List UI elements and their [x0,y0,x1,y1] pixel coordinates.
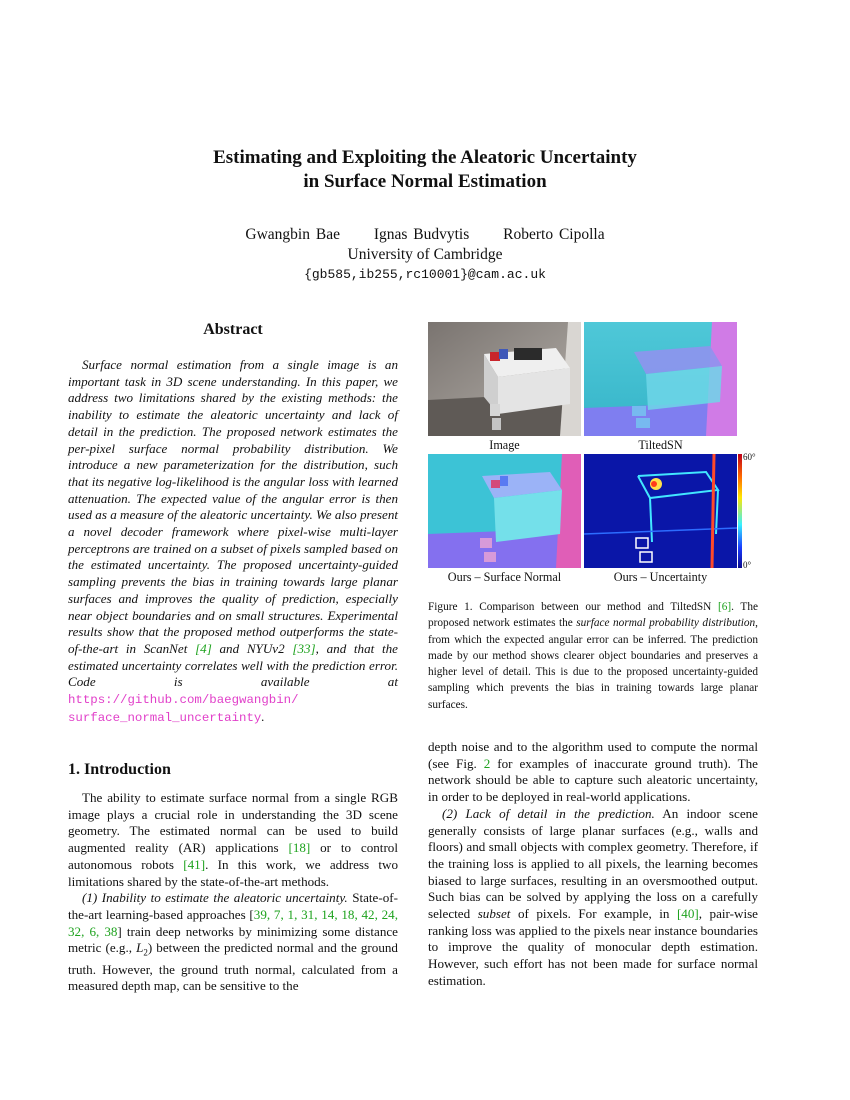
intro-text: ) between the predicted normal and the ground truth. However, the ground truth normal, calculated from a measured depth map, can be sensitive to the [68,940,398,994]
introduction-body [68,790,398,995]
abstract-text: and NYUv2 [219,640,285,656]
code-url-link[interactable]: surface_normal_uncertainty [68,710,262,725]
room-photo [428,322,581,436]
body-text: for examples of inaccurate ground truth). The network should be able to capture such aleatoric uncertainty, in order to be deployed in real-world applications. [428,755,758,805]
affiliation: University of Cambridge [347,246,503,263]
author-name: Ignas Budvytis [373,226,470,243]
citation-link[interactable]: 39, 7, 1, 31, 14, 18, 42, 24, 32, 6, 38 [68,906,398,939]
figure-panel-ours-normal [428,454,581,568]
body-text: depth noise and to the algorithm used to compute the normal (see Fig. [428,739,758,771]
figure-panel-image [428,322,581,436]
author-name: Roberto Cipolla [503,226,605,243]
abstract-heading: Abstract [203,321,263,338]
figure-panel-ours-uncertainty [584,454,737,568]
body-emphasis: subset [477,906,511,922]
intro-text: State-of-the-art learning-based approaches [ [68,890,398,922]
paper-title [0,146,850,194]
math-subscript: 2 [143,947,148,958]
figure-panel-tiltedsn [584,322,737,436]
citation-link[interactable]: [40] [676,906,699,922]
ours-normal-map [428,454,581,568]
abstract-end: . [261,708,265,724]
author-name: Gwangbin Bae [245,226,340,243]
caption-text: . The proposed network estimates the [428,601,758,630]
author-list [0,225,850,245]
abstract-text: , and that the estimated uncertainty correlates well with the prediction error. Code is available at [68,640,398,690]
intro-text: . In this work, we address two limitations shared by the state-of-the-art methods. [68,856,398,889]
title-line-2: in Surface Normal Estimation [303,171,547,192]
math-symbol: L [136,940,144,956]
body-text: of pixels. For example, in [517,906,670,922]
figure-label-ours-normal: Ours – Surface Normal [447,570,562,584]
intro-emphasis: (1) Inability to estimate the aleatoric uncertainty. [82,890,348,906]
uncertainty-colorbar [738,454,742,568]
intro-text: The ability to estimate surface normal from a single RGB image plays a crucial role in understanding the 3D scene geometry. The estimated normal can be used to build augmented reality (AR) applications [68,790,398,856]
code-url-link[interactable]: https://github.com/baegwangbin/ [68,693,299,708]
intro-text: ] train deep networks by minimizing some distance metric (e.g., [68,923,398,956]
body-text: An indoor scene generally consists of large planar surfaces (e.g., walls and floors) and small objects with complex geometry. Therefore, if the training loss is applied to all pixels, the learning becomes biased to large surfaces, resulting in an oversmoothed output. Such bias can be solved by applying the loss on a carefully selected [428,805,758,922]
colorbar-max-label: 60° [743,452,756,462]
body-text: , pair-wise ranking loss was applied to the pixels near instance boundaries to improve the quality of monocular depth estimation. However, such effort has not been made for surface normal estimation. [428,906,758,988]
body-emphasis: (2) Lack of detail in the prediction. [442,805,655,821]
tiltedsn-normal-map [584,322,737,436]
caption-text: , from which the expected angular error can be inferred. The prediction made by our method shows clearer object boundaries and preserves a higher level of detail. This is due to the proposed uncertainty-guided sampling which prevents the bias in training towards large planar surfaces. [428,617,758,711]
caption-text: Figure 1. Comparison between our method and TiltedSN [428,601,712,613]
citation-link[interactable]: [33] [292,640,316,656]
title-line-1: Estimating and Exploiting the Aleatoric Uncertainty [213,147,637,168]
figure-link[interactable]: 2 [483,755,491,771]
figure-label-tiltedsn: TiltedSN [638,438,683,452]
citation-link[interactable]: [41] [183,856,206,872]
uncertainty-heatmap [584,454,737,568]
section-heading-introduction: 1. Introduction [68,761,171,778]
figure-label-ours-uncertainty: Ours – Uncertainty [613,570,708,584]
citation-link[interactable]: [18] [288,840,311,856]
right-column-body [428,739,758,990]
citation-link[interactable]: [6] [717,601,732,613]
abstract-text: Surface normal estimation from a single image is an important task in 3D scene understanding. In this paper, we address two limitations shared by the existing methods: the inability to estimate the aleatoric uncertainty and lack of detail in the prediction. The proposed network estimates the per-pixel surface normal probability distribution. We introduce a new parameterization for the distribution, such that its negative log-likelihood is the angular loss with learned attenuation. The expected value of the angular error is then used as a measure of the aleatoric uncertainty. We also present a novel decoder framework where pixel-wise multi-layer perceptrons are trained on a subset of pixels sampled based on the estimated uncertainty. The proposed uncertainty-guided sampling prevents the bias in training towards large planar surfaces and improves the quality of prediction, especially near object boundaries and on small structures. Experimental results show that the proposed method outperforms the state-of-the-art in ScanNet [68,357,398,656]
abstract-body [68,357,398,726]
caption-emphasis: surface normal probability distribution [576,617,756,630]
figure-caption [428,599,758,713]
author-emails: {gb585,ib255,rc10001}@cam.ac.uk [304,267,546,282]
citation-link[interactable]: [4] [195,640,212,656]
figure-label-image: Image [489,438,520,452]
colorbar-min-label: 0° [743,560,752,570]
intro-text: or to control autonomous robots [68,840,398,872]
